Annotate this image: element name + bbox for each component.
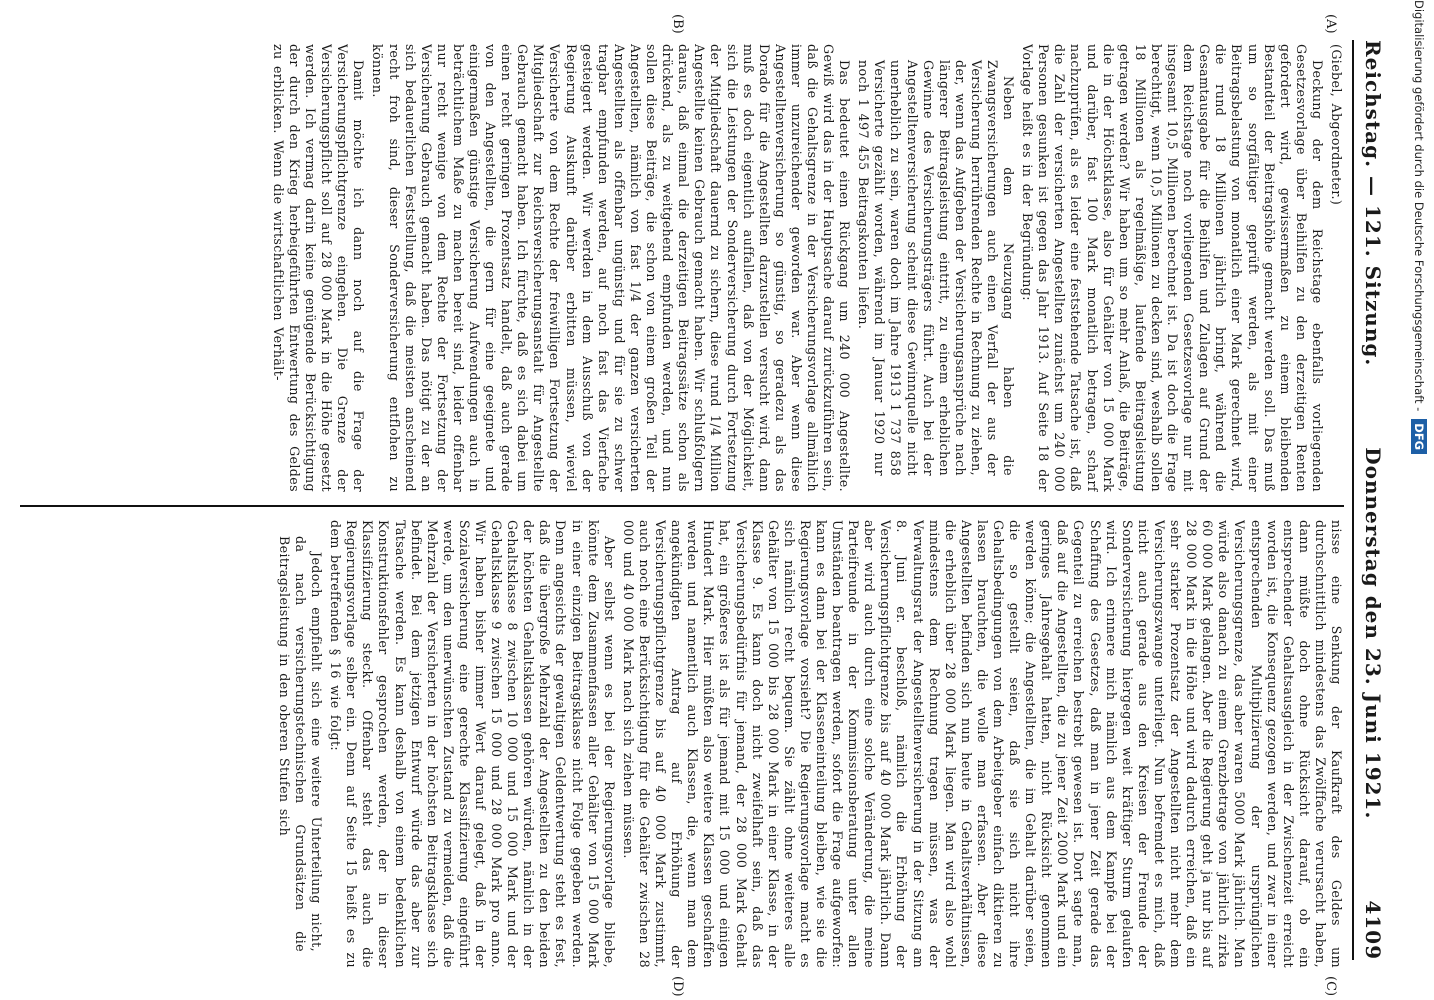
credit-text: Digitalisierung gefördert durch die Deutsche Forschungsgemeinschaft - xyxy=(1412,0,1426,412)
left-column xyxy=(20,44,1344,492)
header-left: Reichstag. — 121. Sitzung. xyxy=(1361,40,1385,367)
header-center: Donnerstag den 23. Juni 1921. xyxy=(1361,447,1385,820)
right-quote: Jedoch empfiehlt sich eine weitere Unterteilung nicht, da nach versicherungstechnischen Grundsätzen die Beitragsleistung in den oberen Stufen sich xyxy=(276,536,325,952)
margin-mark-d: (D) xyxy=(670,976,685,997)
digitization-credit xyxy=(1403,0,1434,1000)
right-paragraph-2: Aber selbst wenn es bei der Regierungsvorlage bliebe, könnte dem Zusammenfassen aller Gehälter von 15 000 Mark in einer einzigen Beitragsklasse nicht Folge gegeben werden. Denn angesichts der gewaltigen Geldentwertung steht es fest, daß die übergroße Mehrzahl der Angestellten zu den beiden der höchsten Gehaltsklassen gehören würden, nämlich in der Gehaltsklasse 8 zwischen 10 000 und 15 000 Mark und der Gehaltsklasse 9 zwischen 15 000 und 28 000 Mark pro anno. Wir haben bisher immer Wert darauf gelegt, daß in der Sozialversicherung eine gerechte Klassifizierung eingeführt werde, um den unerwünschten Zustand zu vermeiden, daß die Mehrzahl der Versicherten in der höchsten Beitragsklasse sich befindet. Bei dem jetzigen Entwurf würde das aber zur Tatsache werden. Es kann deshalb von einem bedenklichen Konstruktionsfehler gesprochen werden, der in dieser Klassifizierung steckt. Offenbar steht das auch die Regierungsvorlage selber ein. Denn auf Seite 15 heißt es zu dem betreffenden § 16 wie folgt: xyxy=(328,520,617,968)
header-rule xyxy=(1352,40,1354,960)
left-quote: Neben dem Neuzugang haben die Zwangsversicherungen auch einen Verfall der aus der Versicherung herrührenden Rechte in Rechnung zu ziehen, der, wenn das Aufgeben der Versicherungsansprüche nach längerer Beitragsleistung eintritt, zu einem erheblichen Gewinne des Versicherungsträgers führt. Auch bei der Angestelltenversicherung scheint diese Gewinnquelle nicht unerheblich zu sein, waren doch im Jahre 1913 1 737 858 Versicherte gezählt worden, während im Januar 1920 nur noch 1 497 455 Beitragskonten liefen. xyxy=(856,60,1017,476)
margin-mark-b: (B) xyxy=(670,14,685,34)
right-paragraph-1: nisse eine Senkung der Kaufkraft des Geldes um durchschnittlich mindestens das Zwölffache verursacht haben, dann müßte doch ohne Rücksicht darauf, ob ein entsprechender Gehaltsausgleich in der Zwischenzeit erreicht worden ist, die Konsequenz gezogen werden, und zwar in einer entsprechenden Multiplizierung der ursprünglichen Versicherungsgrenze, das aber waren 5000 Mark jährlich. Man würde also danach zu einem Grenzbetrage von jährlich zirka 60 000 Mark gelangen. Aber die Regierung geht ja nur bis auf 28 000 Mark in die Höhe und wird dadurch erreichen, daß ein sehr starker Prozentsatz der Angestellten nicht mehr dem Versicherungszwange unterliegt. Nun befremdet es mich, daß nicht auch gerade aus den Kreisen der Freunde der Sonderversicherung hiergegen weit kräftiger Sturm gelaufen wird. Ich erinnere mich nämlich aus dem Kampfe bei der Schaffung des Gesetzes, daß man in jener Zeit gerade das Gegenteil zu erreichen bestrebt gewesen ist. Dort sagte man, daß auf die Angestellten, die zu jener Zeit 2000 Mark und ein geringes Jahresgehalt hatten, nicht Rücksicht genommen werden könne; die Angestellten, die im Gehalt darüber seien, die so gestellt seien, daß sie sich nicht ihre Gehaltsbedingungen von dem Arbeitgeber einfach diktieren zu lassen brauchten, die wolle man erfassen. Aber diese Angestellten befinden sich nun heute in Gehaltsverhältnissen, die erheblich über 28 000 Mark liegen. Man wird also wohl mindestens dem Rechnung tragen müssen, was der Verwaltungsrat der Angestelltenversicherung in der Sitzung am 8. Juni er. beschloß, nämlich die Erhöhung der Versicherungspflichtgrenze bis auf 40 000 Mark jährlich. Dann aber wird auch durch eine solche Veränderung, die meine Parteifreunde in der Kommissionsberatung unter allen Umständen beantragen werden, sofort die Frage aufgeworfen: kann es dann bei der Klasseneinteilung bleiben, wie sie die Regierungsvorlage vorsieht? Die Regierungsvorlage macht es sich nämlich recht bequem. Sie zählt ohne weiteres alle Gehälter von 15 000 bis 28 000 Mark in einer Klasse, in der Klasse 9. Es kann doch nicht zweifelhaft sein, daß das Versicherungsbedürfnis für jemand, der 28 000 Mark Gehalt hat, ein größeres ist als für jemand mit 15 000 und einigen Hundert Mark. Hier müßten also weitere Klassen geschaffen werden und namentlich auch Klassen, die, wenn man dem angekündigten Antrag auf Erhöhung der Versicherungspflichtgrenze bis auf 40 000 Mark zustimmt, auch noch eine Berücksichtigung für die Gehälter zwischen 28 000 und 40 000 Mark nach sich ziehen müssen. xyxy=(620,520,1344,968)
margin-mark-a: (A) xyxy=(1323,14,1338,34)
right-column xyxy=(20,520,1344,968)
left-paragraph-2: Das bedeutet einen Rückgang um 240 000 Angestellte. Gewiß wird das in der Hauptsache darauf zurückzuführen sein, daß die Gehaltsgrenze in der Versicherungsvorlage allmählich immer unzureichender geworden war. Aber wenn diese Angestelltenversicherung so günstig, so geradezu als das Dorado für die Angestellten darzustellen versucht wird, dann muß es doch eigentlich auffallen, daß von der Möglichkeit, sich die Leistungen der Sonderversicherung durch Fortsetzung der Mitgliedschaft dauernd zu sichern, diese rund 1/4 Million Angestellte keinen Gebrauch gemacht haben. Wir schlußfolgern daraus, daß einmal die derzeitigen Beitragssätze schon als drückend, als zu weitgehend empfunden werden, und nun sollen diese Beiträge, die schon von einem großen Teil der Angestellten, nämlich von fast 1/4 der ganzen versicherten Angestellten als offenbar ungünstig und für sie zu schwer tragbar empfunden werden, auf noch fast das Vierfache gesteigert werden. Wir werden in dem Ausschuß von der Regierung Auskunft darüber erbitten müssen, wieviel Versicherte von dem Rechte der freiwilligen Fortsetzung der Mitgliedschaft zur Reichsversicherungsanstalt für Angestellte Gebrauch gemacht haben. Ich fürchte, daß es sich dabei um einen recht geringen Prozentsatz handelt, daß auch gerade von den Angestellten, die gern für eine geeignete und einigermaßen günstige Versicherung Aufwendungen auch in beträchtlichem Maße zu machen bereit sind, leider offenbar nur recht wenige von dem Rechte der Fortsetzung der Versicherung Gebrauch gemacht haben. Das nötigt zu der an sich bedauerlichen Feststellung, daß die meisten anscheinend recht froh sind, dieser Sonderversicherung entflohen zu können. xyxy=(370,44,853,492)
page-header xyxy=(1358,40,1388,960)
margin-mark-c: (C) xyxy=(1323,976,1338,997)
left-paragraph-3: Damit möchte ich dann noch auf die Frage der Versicherungspflichtgrenze eingehen. Die Grenze der Versicherungspflicht soll auf 28 000 Mark in die Höhe gesetzt werden. Ich vermag darin keine genügende Berücksichtigung der durch den Krieg herbeigeführten Entwertung des Geldes zu erblicken. Wenn die wirtschaftlichen Verhält- xyxy=(270,44,367,492)
page-number: 4109 xyxy=(1361,900,1385,960)
left-paragraph-1: Deckung der dem Reichstage ebenfalls vorliegenden Gesetzesvorlage über Beihilfen zu den derzeitigen Renten gefordert wird, gewissermaßen zu einem bleibenden Bestandteil der Beitragshöhe gemacht werden soll. Das muß um so sorgfältiger geprüft werden, als mit einer Beitragsbelastung von monatlich einer Mark gerechnet wird, die rund 18 Millionen jährlich bringt, während die Gesamtausgabe für die Beihilfen und Zulagen auf Grund der dem Reichstage noch vorliegenden Gesetzesvorlage nur mit insgesamt 10,5 Millionen berechnet ist. Da ist doch die Frage berechtigt, wenn 10,5 Millionen zu decken sind, weshalb sollen 18 Millionen als regelmäßige, laufende Beitragsleistung getragen werden? Wir haben um so mehr Anlaß, die Beiträge, die in der Höchstklasse, also für Gehälter von 15 000 Mark und darüber, fast 100 Mark monatlich betragen, scharf nachzuprüfen, als es leider eine feststehende Tatsache ist, daß die Zahl der versicherten Angestellten zunächst um 240 000 Personen gesunken ist gegen das Jahr 1913. Auf Seite 18 der Vorlage heißt es in der Begründung: xyxy=(1020,44,1325,492)
speaker-line: (Giebel, Abgeordneter.) xyxy=(1329,44,1344,206)
column-divider xyxy=(20,505,1344,507)
dfg-logo: DFG xyxy=(1411,419,1427,454)
